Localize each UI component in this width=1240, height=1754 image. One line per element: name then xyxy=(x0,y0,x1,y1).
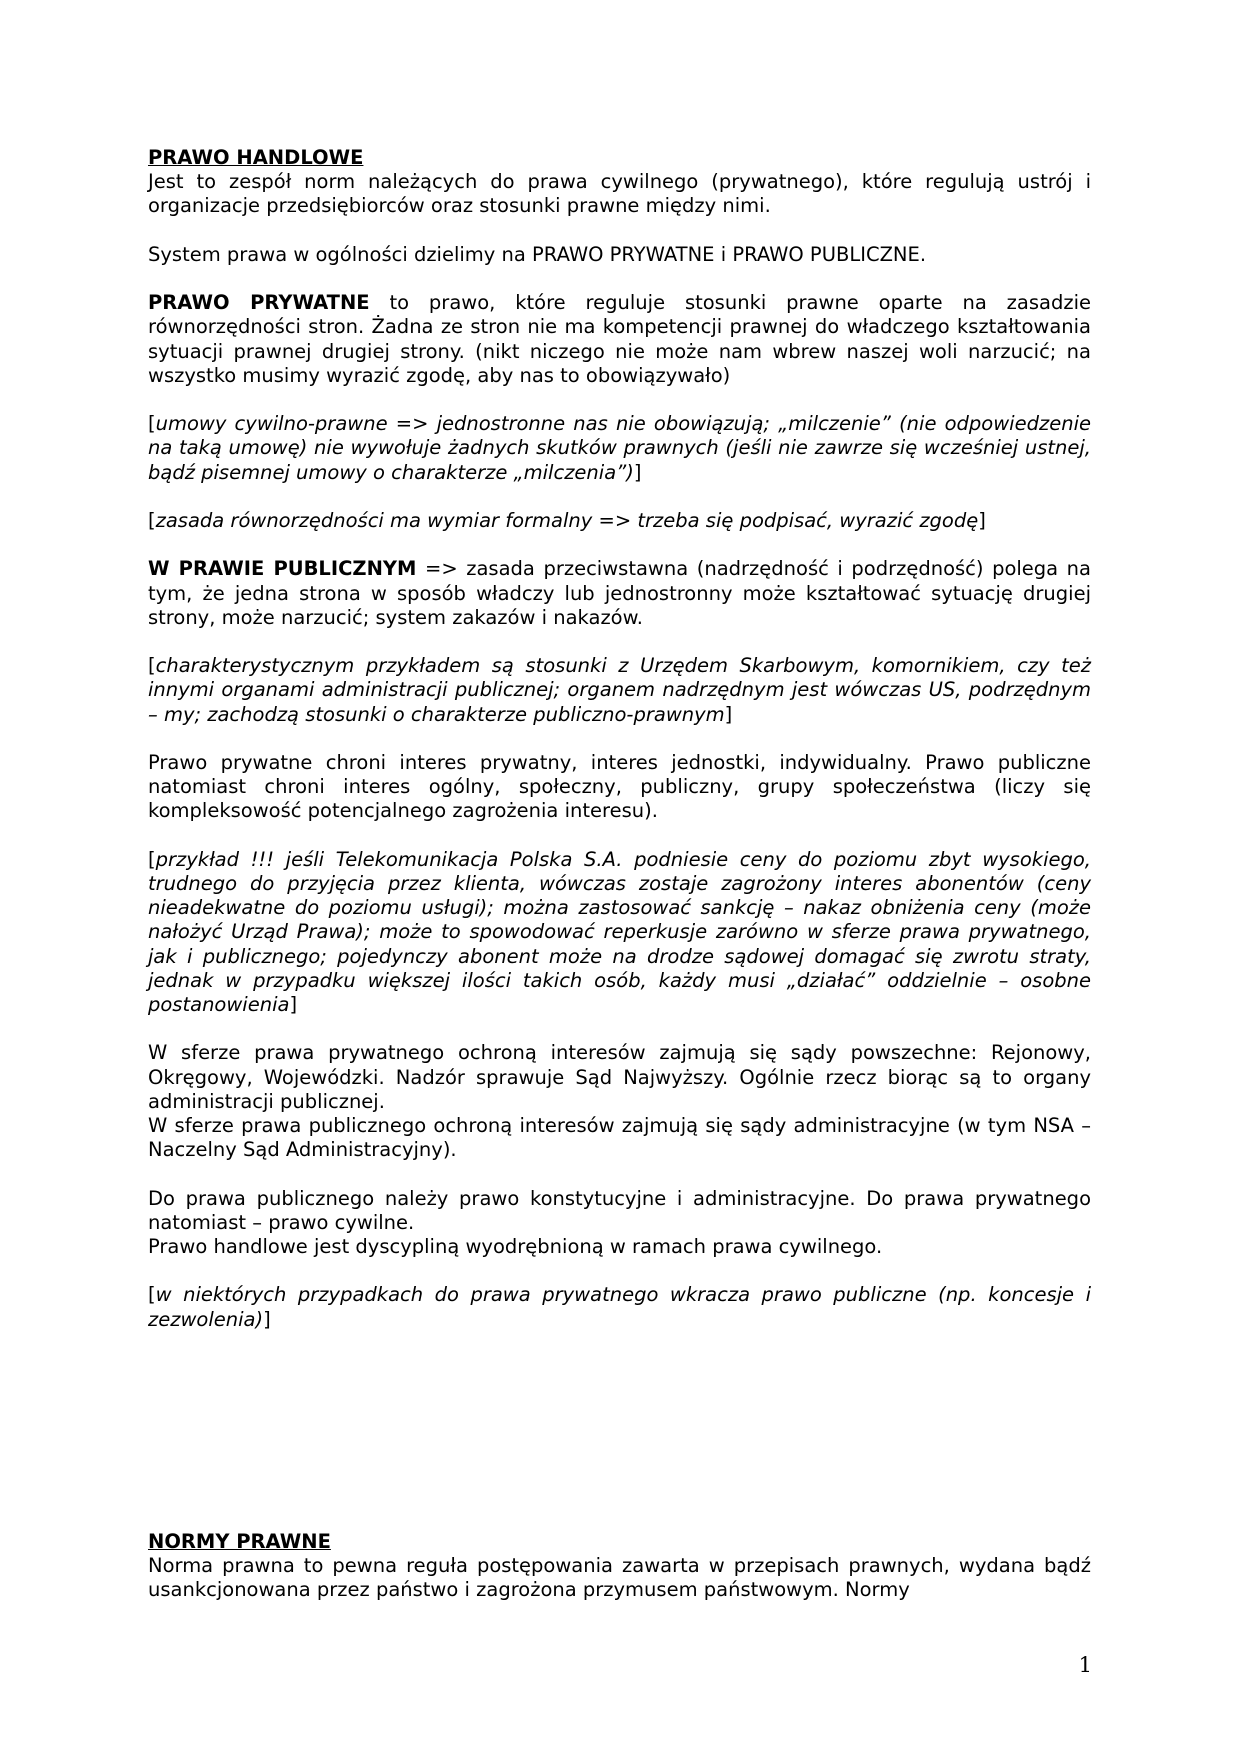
document-page xyxy=(148,146,1091,1627)
commercial-law-paragraph: Prawo handlowe jest dyscypliną wyodrębnioną w ramach prawa cywilnego. xyxy=(148,1234,883,1258)
note-telekomunikacja-text: przykład !!! jeśli Telekomunikacja Polska S.A. podniesie ceny do poziomu zbyt wysokiego, trudnego do przyjęcia przez klienta, wówczas zostaje zagrożony interes abonentów (ceny nieadekwatne do poziomu usługi); można zastosować sankcję – nakaz obniżenia ceny (może nałożyć Urząd Prawa); może to spowodować reperkusje zarówno w sferze prawa prywatnego, jak i publicznego; pojedynczy abonent może na drodze sądowej domagać się zwrotu straty, jednak w przypadku większej ilości takich osób, każdy musi „działać” oddzielnie – osobne postanowienia xyxy=(148,847,1091,1016)
public-law-paragraph xyxy=(148,557,1091,630)
section-heading-normy: NORMY PRAWNE xyxy=(148,1529,331,1553)
system-paragraph: System prawa w ogólności dzielimy na PRAWO PRYWATNE i PRAWO PUBLICZNE. xyxy=(148,242,927,266)
note-contracts: [umowy cywilno-prawne => jednostronne nas nie obowiązują; „milczenie” (nie odpowiedzenie na taką umowę) nie wywołuje żadnych skutków prawnych (jeśli nie zawrze się wcześniej ustnej, bądź pisemnej umowy o charakterze „milczenia”)] xyxy=(148,412,1091,484)
private-law-paragraph xyxy=(148,291,1091,388)
blank-space xyxy=(148,1356,1091,1530)
courts-public-paragraph: W sferze prawa publicznego ochroną interesów zajmują się sądy administracyjne (w tym NSA – Naczelny Sąd Administracyjny). xyxy=(148,1113,1091,1162)
note-telekomunikacja: [przykład !!! jeśli Telekomunikacja Polska S.A. podniesie ceny do poziomu zbyt wysokiego, trudnego do przyjęcia przez klienta, wówczas zostaje zagrożony interes abonentów (ceny nieadekwatne do poziomu usługi); można zastosować sankcję – nakaz obniżenia ceny (może nałożyć Urząd Prawa); może to spowodować reperkusje zarówno w sferze prawa prywatnego, jak i publicznego; pojedynczy abonent może na drodze sądowej domagać się zwrotu straty, jednak w przypadku większej ilości takich osób, każdy musi „działać” oddzielnie – osobne postanowienia] xyxy=(148,847,1091,1016)
note-concessions-text: w niektórych przypadkach do prawa prywatnego wkracza prawo publiczne (np. koncesje i zezwolenia) xyxy=(148,1283,1091,1331)
note-concessions: [w niektórych przypadkach do prawa prywatnego wkracza prawo publiczne (np. koncesje i zezwolenia)] xyxy=(148,1283,1091,1331)
note-equality: [zasada równorzędności ma wymiar formalny => trzeba się podpisać, wyrazić zgodę] xyxy=(148,508,986,532)
branches-paragraph: Do prawa publicznego należy prawo konstytucyjne i administracyjne. Do prawa prywatnego natomiast – prawo cywilne. xyxy=(148,1186,1091,1234)
note-contracts-text: umowy cywilno-prawne => jednostronne nas nie obowiązują; „milczenie” (nie odpowiedzenie na taką umowę) nie wywołuje żadnych skutków prawnych (jeśli nie zawrze się wcześniej ustnej, bądź pisemnej umowy o charakterze „milczenia”) xyxy=(148,412,1091,484)
section-heading: PRAWO HANDLOWE xyxy=(148,146,364,169)
courts-private-paragraph: W sferze prawa prywatnego ochroną interesów zajmują się sądy powszechne: Rejonowy, Okręgowy, Wojewódzki. Nadzór sprawuje Sąd Najwyższy. Ogólnie rzecz biorąc są to organy administracji publicznej. xyxy=(148,1041,1091,1113)
section-prawo-handlowe xyxy=(148,146,1091,219)
page-number: 1 xyxy=(1078,1653,1092,1677)
public-law-term: W PRAWIE PUBLICZNYM xyxy=(148,557,417,581)
private-law-definition: to prawo, które reguluje stosunki prawne oparte na zasadzie równorzędności stron. Żadna ze stron nie ma kompetencji prawnej do władczego kształtowania sytuacji prawnej drugiej strony. (nikt niczego nie może nam wbrew naszej woli narzucić; na wszystko musimy wyrazić zgodę, aby nas to obowiązywało) xyxy=(148,291,1091,387)
note-examples: [charakterystycznym przykładem są stosunki z Urzędem Skarbowym, komornikiem, czy też innymi organami administracji publicznej; organem nadrzędnym jest wówczas US, podrzędnym – my; zachodzą stosunki o charakterze publiczno-prawnym] xyxy=(148,654,1091,726)
note-equality-text: zasada równorzędności ma wymiar formalny => trzeba się podpisać, wyrazić zgodę xyxy=(155,508,979,532)
interests-paragraph: Prawo prywatne chroni interes prywatny, interes jednostki, indywidualny. Prawo publiczne natomiast chroni interes ogólny, społeczny, publiczny, grupy społeczeństwa (liczy się kompleksowość potencjalnego zagrożenia interesu). xyxy=(148,750,1091,823)
note-examples-text: charakterystycznym przykładem są stosunki z Urzędem Skarbowym, komornikiem, czy też innymi organami administracji publicznej; organem nadrzędnym jest wówczas US, podrzędnym – my; zachodzą stosunki o charakterze publiczno-prawnym xyxy=(148,654,1091,726)
section-normy-prawne xyxy=(148,1530,1091,1603)
public-law-definition: => zasada przeciwstawna (nadrzędność i podrzędność) polega na tym, że jedna strona w sposób władczy lub jednostronny może kształtować sytuację drugiej strony, może narzucić; system zakazów i nakazów. xyxy=(148,557,1091,629)
intro-paragraph: Jest to zespół norm należących do prawa cywilnego (prywatnego), które regulują ustrój i organizacje przedsiębiorców oraz stosunki prawne między nimi. xyxy=(148,170,1091,218)
normy-paragraph: Norma prawna to pewna reguła postępowania zawarta w przepisach prawnych, wydana bądź usankcjonowana przez państwo i zagrożona przymusem państwowym. Normy xyxy=(148,1554,1091,1602)
private-law-term: PRAWO PRYWATNE xyxy=(148,291,370,315)
